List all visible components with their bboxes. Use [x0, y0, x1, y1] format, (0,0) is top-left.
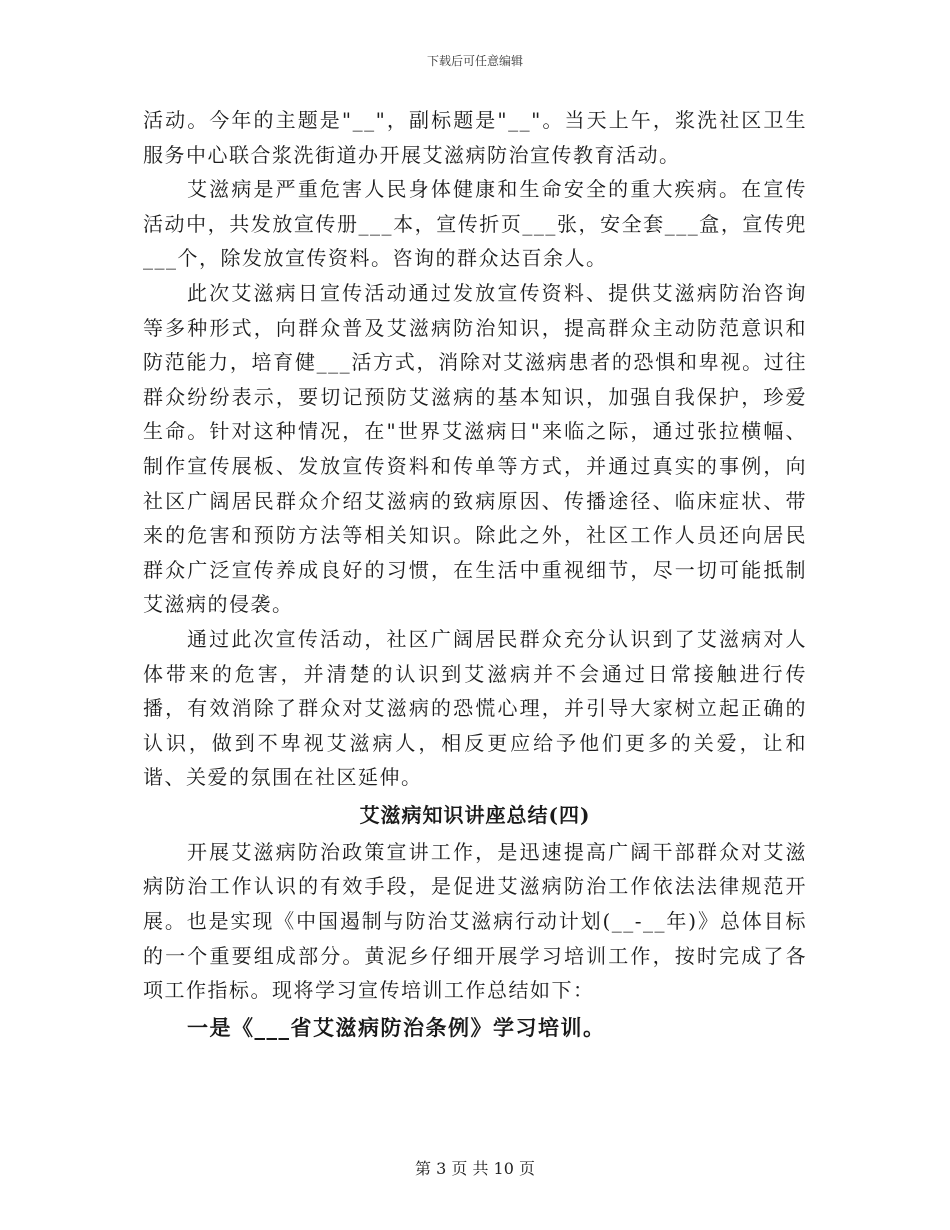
- section-title: 艾滋病知识讲座总结(四): [359, 802, 591, 827]
- section-item-heading: 一是《___省艾滋病防治条例》学习培训。: [187, 1014, 606, 1040]
- document-body: [143, 103, 807, 1046]
- page-header: 下载后可任意编辑: [426, 54, 523, 68]
- paragraph: 通过此次宣传活动，社区广阔居民群众充分认识到了艾滋病对人体带来的危害，并清楚的认识到艾滋病并不会通过日常接触进行传播，有效消除了群众对艾滋病的恐慌心理，并引导大家树立起正确的认识，做到不卑视艾滋病人，相反更应给予他们更多的关爱，让和谐、关爱的氛围在社区延伸。: [143, 626, 807, 790]
- paragraph: 艾滋病是严重危害人民身体健康和生命安全的重大疾病。在宣传活动中，共发放宣传册___本，宣传折页___张，安全套___盒，宣传兜___个，除发放宣传资料。咨询的群众达百余人。: [143, 177, 807, 271]
- section-paragraph: 开展艾滋病防治政策宣讲工作，是迅速提高广阔干部群众对艾滋病防治工作认识的有效手段，是促进艾滋病防治工作依法法律规范开展。也是实现《中国遏制与防治艾滋病行动计划(__-__年)》总体目标的一个重要组成部分。黄泥乡仔细开展学习培训工作，按时完成了各项工作指标。现将学习宣传培训工作总结如下：: [143, 839, 807, 1003]
- paragraph-continued: 活动。今年的主题是"__"，副标题是"__"。当天上午，浆洗社区卫生服务中心联合浆洗街道办开展艾滋病防治宣传教育活动。: [143, 108, 807, 167]
- paragraph: 此次艾滋病日宣传活动通过发放宣传资料、提供艾滋病防治咨询等多种形式，向群众普及艾滋病防治知识，提高群众主动防范意识和防范能力，培育健___活方式，消除对艾滋病患者的恐惧和卑视。过往群众纷纷表示，要切记预防艾滋病的基本知识，加强自我保护，珍爱生命。针对这种情况，在"世界艾滋病日"来临之际，通过张拉横幅、制作宣传展板、发放宣传资料和传单等方式，并通过真实的事例，向社区广阔居民群众介绍艾滋病的致病原因、传播途径、临床症状、带来的危害和预防方法等相关知识。除此之外，社区工作人员还向居民群众广泛宣传养成良好的习惯，在生活中重视细节，尽一切可能抵制艾滋病的侵袭。: [143, 280, 807, 617]
- page-footer: 第 3 页 共 10 页: [415, 1159, 535, 1178]
